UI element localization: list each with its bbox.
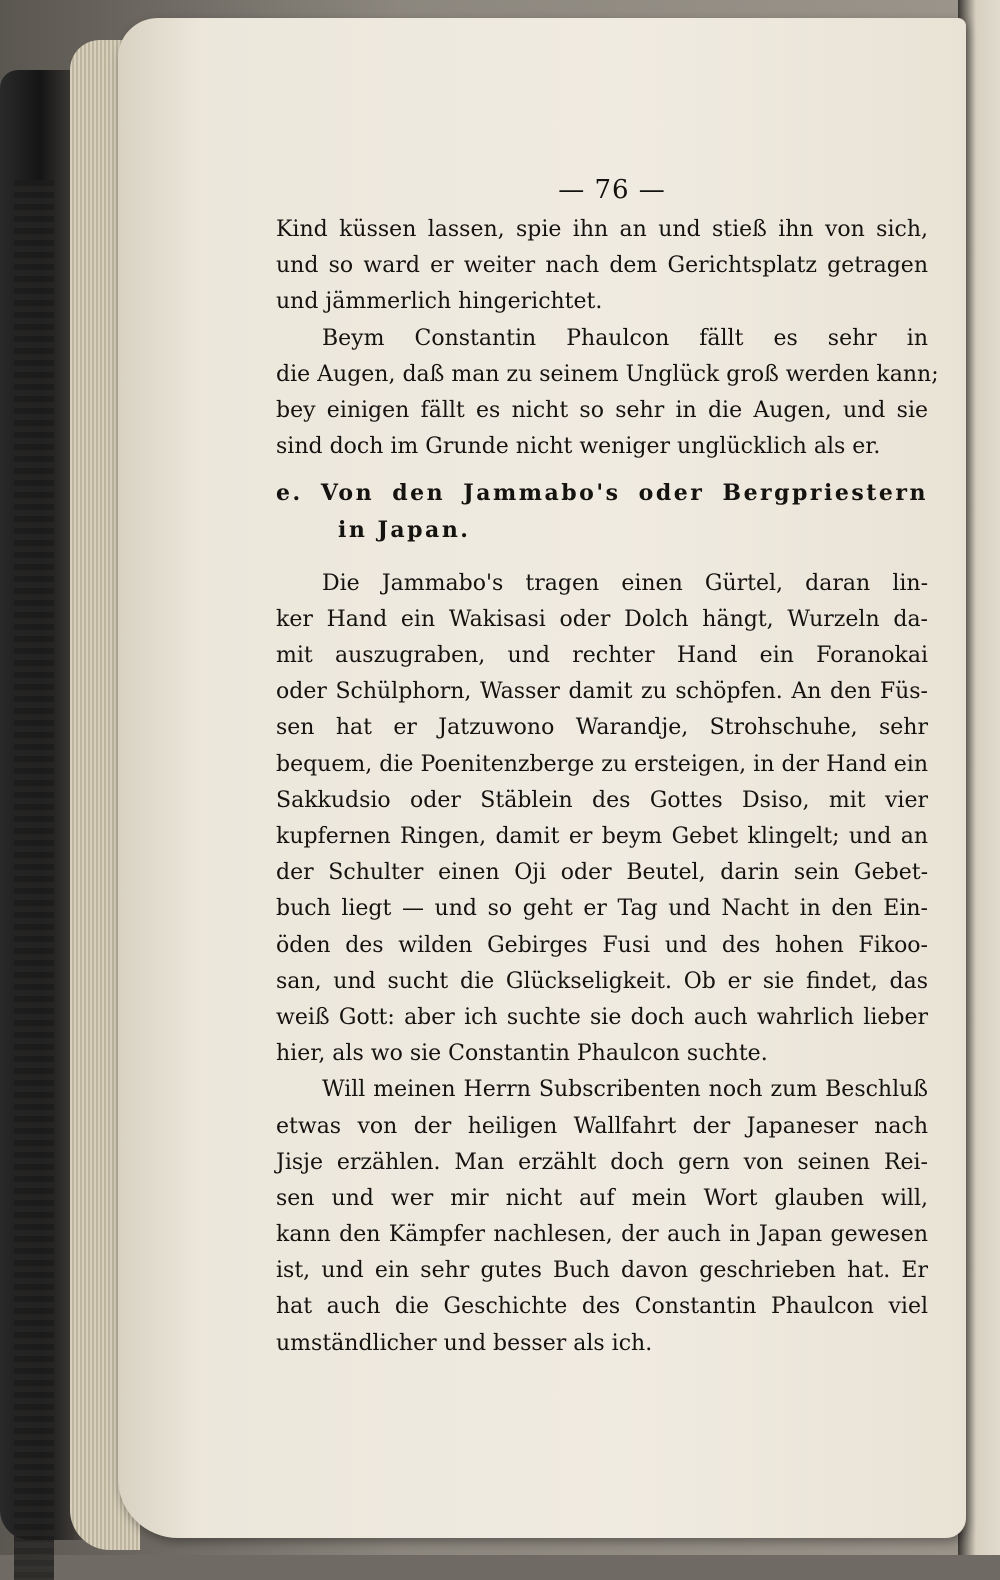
text-line: weiß Gott: aber ich suchte sie doch auch wahrlich lieber <box>276 1004 928 1030</box>
text-line: Kind küssen lassen, spie ihn an und stieß ihn von sich, <box>276 217 928 242</box>
paragraph-4 <box>276 1072 928 1362</box>
page-number: — 76 — <box>558 175 666 205</box>
text-line: kann den Kämpfer nachlesen, der auch in Japan gewesen <box>276 1222 928 1248</box>
text-line: san, und sucht die Glückseligkeit. Ob er sie findet, das <box>276 968 928 994</box>
text-line: ist, und ein sehr gutes Buch davon geschrieben hat. Er <box>276 1258 928 1284</box>
page-text <box>276 168 939 1398</box>
text-line: hier, als wo sie Constantin Phaulcon suchte. <box>276 1041 768 1067</box>
text-line: Beym Constantin Phaulcon fällt es sehr in <box>322 325 928 351</box>
text-line: mit auszugraben, und rechter Hand ein Foranokai <box>276 643 928 669</box>
text-line: sind doch im Grunde nicht weniger unglücklich als er. <box>276 434 881 460</box>
text-line: Jisje erzählen. Man erzählt doch gern von seinen Rei- <box>276 1149 928 1175</box>
text-line: etwas von der heiligen Wallfahrt der Japaneser nach <box>276 1113 928 1139</box>
text-line: sen und wer mir nicht auf mein Wort glauben will, <box>276 1185 928 1211</box>
spine-edge <box>14 180 54 1580</box>
text-line: öden des wilden Gebirges Fusi und des hohen Fikoo- <box>276 932 928 958</box>
text-line: kupfernen Ringen, damit er beym Gebet klingelt; und an <box>276 824 928 849</box>
text-line: bey einigen fällt es nicht so sehr in die Augen, und sie <box>276 397 928 423</box>
text-line: die Augen, daß man zu seinem Unglück groß werden kann; <box>276 361 939 387</box>
text-line: buch liegt — und so geht er Tag und Nacht in den Ein- <box>276 896 928 922</box>
text-line: hat auch die Geschichte des Constantin Phaulcon viel <box>276 1294 928 1320</box>
text-line: bequem, die Poenitenzberge zu ersteigen, in der Hand ein <box>276 751 928 777</box>
text-line: ker Hand ein Wakisasi oder Dolch hängt, Wurzeln da- <box>276 606 928 632</box>
text-line: Will meinen Herrn Subscribenten noch zum Beschluß <box>322 1077 928 1103</box>
text-line: oder Schülphorn, Wasser damit zu schöpfen. An den Füs- <box>276 679 928 705</box>
text-line: der Schulter einen Oji oder Beutel, darin sein Gebet- <box>276 860 928 886</box>
text-line: Sakkudsio oder Stäblein des Gottes Dsiso, mit vier <box>276 787 928 813</box>
text-line: Die Jammabo's tragen einen Gürtel, daran lin- <box>322 570 928 596</box>
paragraph-1 <box>276 212 928 321</box>
heading-line: e. Von den Jammabo's oder Bergpriestern <box>276 480 928 507</box>
section-heading <box>276 475 928 547</box>
text-line: sen hat er Jatzuwono Warandje, Strohschuhe, sehr <box>276 715 928 741</box>
text-line: umständlicher und besser als ich. <box>276 1330 653 1356</box>
heading-line: in Japan. <box>338 516 471 543</box>
text-line: und jämmerlich hingerichtet. <box>276 289 603 315</box>
paragraph-2 <box>276 321 939 466</box>
paragraph-3 <box>276 566 928 1073</box>
text-line: und so ward er weiter nach dem Gerichtsplatz getragen <box>276 253 928 279</box>
